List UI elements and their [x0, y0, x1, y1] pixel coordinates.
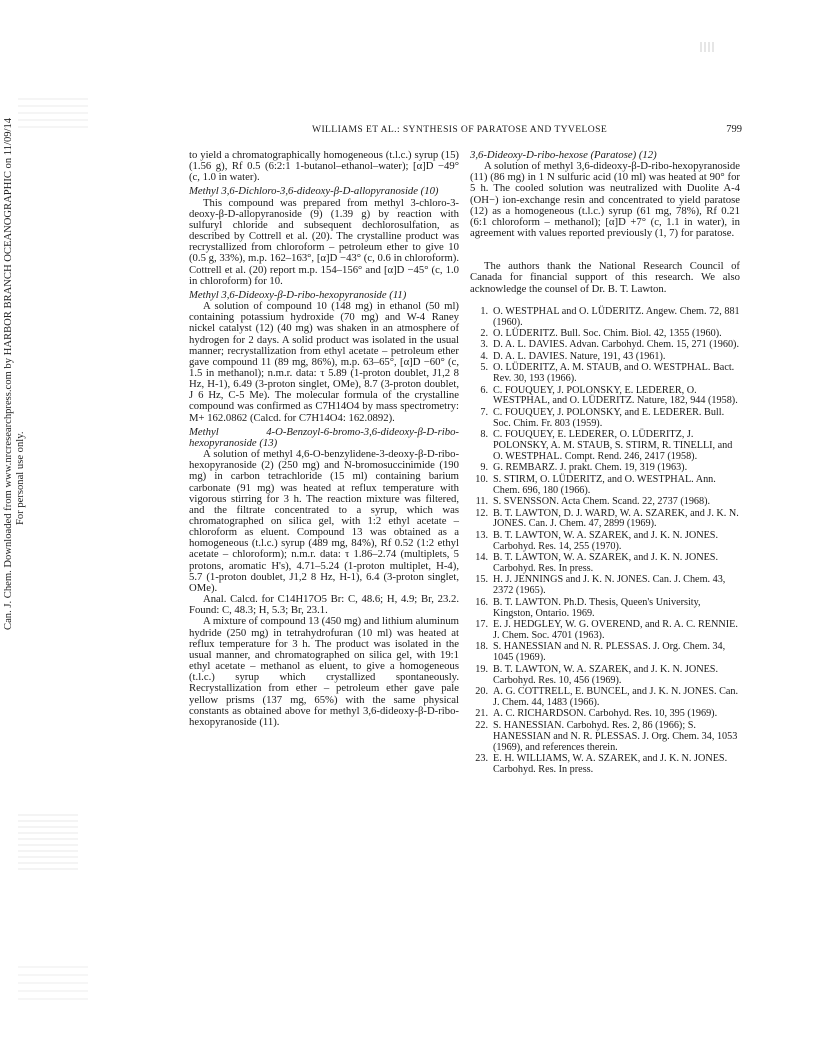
reference-number: 8.: [480, 429, 488, 441]
reference-text: O. LÜDERITZ. Bull. Soc. Chim. Biol. 42, 1355 (1960).: [493, 328, 722, 340]
reference-item: [470, 363, 740, 385]
section-heading: Methyl 3,6-Dichloro-3,6-dideoxy-β-D-allopyranoside (10): [189, 185, 439, 198]
reference-text: B. T. LAWTON, D. J. WARD, W. A. SZAREK, and J. K. N. JONES. Can. J. Chem. 47, 2899 (1969).: [493, 507, 739, 530]
reference-item: [470, 721, 740, 754]
reference-number: 3.: [480, 339, 488, 351]
reference-item: [470, 575, 740, 597]
paragraph: A mixture of compound 13 (450 mg) and lithium aluminum hydride (250 mg) in tetrahydrofuran (10 ml) was heated at reflux temperature for 3 h. The product was isolated in the usual manner, and chromatographed on silica gel, with 19:1 ethyl acetate – methanol as eluent, to give a homogeneous (t.l.c.) syrup which crystallized spontaneously. Recrystallization from ether – petroleum ether gave pale yellow prisms (137 mg, 65%) with the same physical constants as obtained above for methyl 3,6-dideoxy-β-D-ribo-hexopyranoside (11).: [189, 615, 459, 728]
reference-item: [470, 642, 740, 664]
reference-text: B. T. LAWTON, W. A. SZAREK, and J. K. N. JONES. Carbohyd. Res. In press.: [493, 552, 719, 575]
reference-number: 1.: [480, 305, 488, 317]
reference-text: S. HANESSIAN and N. R. PLESSAS. J. Org. Chem. 34, 1045 (1969).: [493, 641, 726, 664]
running-title: WILLIAMS ET AL.: SYNTHESIS OF PARATOSE AND TYVELOSE: [312, 124, 608, 135]
reference-item: [470, 463, 740, 474]
reference-item: [470, 497, 740, 508]
reference-item: [470, 709, 740, 720]
reference-item: [470, 329, 740, 340]
reference-number: 4.: [480, 350, 488, 362]
reference-number: 15.: [475, 574, 488, 586]
reference-item: [470, 509, 740, 531]
reference-text: D. A. L. DAVIES. Nature, 191, 43 (1961).: [493, 350, 666, 362]
left-column: [189, 150, 459, 728]
reference-item: [470, 754, 740, 776]
watermark-line-2: For personal use only.: [15, 431, 26, 525]
reference-number: 16.: [475, 596, 488, 608]
paragraph: to yield a chromatographically homogeneous (t.l.c.) syrup (15) (1.56 g), Rf 0.5 (6:2:1 1-butanol–ethanol–water); [α]D −49° (c, 1.0 in water).: [189, 149, 459, 184]
reference-number: 6.: [480, 384, 488, 396]
reference-number: 9.: [480, 462, 488, 474]
reference-text: A. G. COTTRELL, E. BUNCEL, and J. K. N. JONES. Can. J. Chem. 44, 1483 (1966).: [493, 686, 739, 708]
reference-number: 21.: [475, 708, 488, 720]
reference-text: E. J. HEDGLEY, W. G. OVEREND, and R. A. C. RENNIE. J. Chem. Soc. 4701 (1963).: [493, 619, 738, 641]
reference-item: [470, 531, 740, 553]
reference-text: G. REMBARZ. J. prakt. Chem. 19, 319 (1963).: [493, 462, 688, 474]
reference-list: [470, 307, 740, 776]
reference-text: D. A. L. DAVIES. Advan. Carbohyd. Chem. 15, 271 (1960).: [493, 339, 739, 351]
reference-text: S. STIRM, O. LÜDERITZ, and O. WESTPHAL. Ann. Chem. 696, 180 (1966).: [493, 473, 716, 496]
reference-number: 12.: [475, 507, 488, 519]
reference-item: [470, 430, 740, 463]
paragraph: This compound was prepared from methyl 3-chloro-3-deoxy-β-D-allopyranoside (9) (1.39 g) by reaction with sulfuryl chloride and subsequent dechlorosulfation, as described by Cottrell et al. (20). The crystalline product was recrystallized from chloroform – petroleum ether to give 10 (0.5 g, 33%), m.p. 162–163°, [α]D −43° (c, 0.6 in chloroform). Cottrell et al. (20) report m.p. 154–156° and [α]D −45° (c, 1.0 in chloroform) for 10.: [189, 196, 459, 287]
reference-number: 19.: [475, 663, 488, 675]
reference-item: [470, 307, 740, 329]
reference-text: C. FOUQUEY, E. LEDERER, O. LÜDERITZ, J. POLONSKY, A. M. STAUB, S. STIRM, R. TINELLI, and O. WESTPHAL. Compt. Rend. 246, 2417 (1958).: [493, 429, 733, 462]
right-column: [470, 150, 740, 776]
section-heading: 3,6-Dideoxy-D-ribo-hexose (Paratose) (12): [470, 149, 657, 161]
reference-text: E. H. WILLIAMS, W. A. SZAREK, and J. K. N. JONES. Carbohyd. Res. In press.: [493, 752, 728, 775]
scan-artifact: [700, 42, 716, 52]
reference-number: 20.: [475, 686, 488, 698]
reference-text: S. SVENSSON. Acta Chem. Scand. 22, 2737 (1968).: [493, 496, 711, 508]
reference-item: [470, 386, 740, 408]
reference-number: 22.: [475, 719, 488, 731]
reference-item: [470, 408, 740, 430]
reference-item: [470, 665, 740, 687]
running-header: [190, 124, 742, 138]
analysis-paragraph: Anal. Calcd. for C14H17O5 Br: C, 48.6; H, 4.9; Br, 23.2. Found: C, 48.3; H, 5.3; Br, 23.1.: [189, 593, 459, 617]
paragraph: A solution of methyl 3,6-dideoxy-β-D-ribo-hexopyranoside (11) (86 mg) in 1 N sulfuric acid (10 ml) was heated at 90° for 5 h. The cooled solution was neutralized with Duolite A-4 (OH−) ion-exchange resin and concentrated to yield paratose (12) as a homogeneous (t.l.c.) syrup (61 mg, 78%), Rf 0.21 (6:1 chloroform – methanol); [α]D +7° (c, 1.1 in water), in agreement with values reported previously (1, 7) for paratose.: [470, 160, 740, 240]
reference-text: C. FOUQUEY, J. POLONSKY, and E. LEDERER. Bull. Soc. Chim. Fr. 803 (1959).: [493, 406, 725, 429]
reference-item: [470, 687, 740, 709]
download-watermark: [3, 117, 35, 630]
reference-text: B. T. LAWTON, W. A. SZAREK, and J. K. N. JONES. Carbohyd. Res. 14, 255 (1970).: [493, 529, 719, 552]
page-number: 799: [726, 124, 742, 135]
reference-number: 14.: [475, 552, 488, 564]
reference-number: 7.: [480, 406, 488, 418]
reference-text: S. HANESSIAN. Carbohyd. Res. 2, 86 (1966); S. HANESSIAN and N. R. PLESSAS. J. Org. Chem. 34, 1053 (1969), and references therein.: [493, 719, 738, 753]
reference-text: O. WESTPHAL and O. LÜDERITZ. Angew. Chem. 72, 881 (1960).: [493, 305, 740, 328]
scan-artifact: [18, 810, 78, 870]
section-heading: Methyl 3,6-Dideoxy-β-D-ribo-hexopyranoside (11): [189, 288, 407, 301]
reference-item: [470, 620, 740, 642]
acknowledgements: The authors thank the National Research Council of Canada for financial support of this research. We also acknowledge the counsel of Dr. B. T. Lawton.: [470, 260, 740, 295]
reference-text: A. C. RICHARDSON. Carbohyd. Res. 10, 395 (1969).: [493, 708, 718, 720]
reference-number: 5.: [480, 362, 488, 374]
watermark-line-1: Can. J. Chem. Downloaded from www.nrcresearchpress.com by HARBOR BRANCH OCEANOGRAPHIC on 11/09/14: [3, 117, 14, 630]
reference-item: [470, 553, 740, 575]
scan-artifact: [18, 960, 88, 1000]
reference-number: 2.: [480, 328, 488, 340]
reference-item: [470, 340, 740, 351]
reference-text: C. FOUQUEY, J. POLONSKY, E. LEDERER, O. WESTPHAL, and O. LÜDERITZ. Nature, 182, 944 (1958).: [493, 384, 738, 407]
scan-artifact: [18, 98, 88, 128]
reference-text: B. T. LAWTON, W. A. SZAREK, and J. K. N. JONES. Carbohyd. Res. 10, 456 (1969).: [493, 663, 719, 686]
reference-item: [470, 475, 740, 497]
reference-item: [470, 598, 740, 620]
reference-number: 13.: [475, 529, 488, 541]
reference-text: H. J. JENNINGS and J. K. N. JONES. Can. J. Chem. 43, 2372 (1965).: [493, 574, 726, 597]
reference-number: 23.: [475, 752, 488, 764]
section-heading: Methyl 4-O-Benzoyl-6-bromo-3,6-dideoxy-β-D-ribo-hexopyranoside (13): [189, 425, 459, 449]
reference-text: B. T. LAWTON. Ph.D. Thesis, Queen's University, Kingston, Ontario. 1969.: [493, 596, 701, 619]
reference-text: O. LÜDERITZ, A. M. STAUB, and O. WESTPHAL. Bact. Rev. 30, 193 (1966).: [493, 362, 735, 385]
reference-number: 10.: [475, 473, 488, 485]
reference-number: 18.: [475, 641, 488, 653]
reference-number: 17.: [475, 619, 488, 631]
paragraph: A solution of compound 10 (148 mg) in ethanol (50 ml) containing potassium hydroxide (70 mg) and W-4 Raney nickel catalyst (12) (40 mg) was shaken in an atmosphere of hydrogen for 2 days. A solid product was isolated in the usual manner; recrystallization from ethyl acetate – petroleum ether gave compound 11 (89 mg, 86%), m.p. 63–65°, [α]D −60° (c, 1.5 in methanol); n.m.r. data: τ 5.89 (1-proton doublet, J1,2 8 Hz, H-1), 6.49 (3-proton singlet, OMe), 8.7 (3-proton doublet, J 6 Hz, C-5 Me). The molecular formula of the crystalline compound was confirmed as C7H14O4 by mass spectrometry: M+ 162.0862 (Calcd. for C7H14O4: 162.0892).: [189, 300, 459, 424]
paragraph: A solution of methyl 4,6-O-benzylidene-3-deoxy-β-D-ribo-hexopyranoside (2) (250 mg) and N-bromosuccinimide (190 mg) in carbon tetrachloride (15 ml) containing barium carbonate (91 mg) was heated at reflux temperature with vigorous stirring for 3 h. The reaction mixture was filtered, and the filtrate concentrated to a syrup, which was chromatographed on silica gel, with 1:2 ethyl acetate – chloroform as eluent. Compound 13 was obtained as a homogeneous (t.l.c.) syrup (489 mg, 84%), Rf 0.52 (1:2 ethyl acetate – chloroform); n.m.r. data: τ 1.86–2.74 (multiplets, 5 protons, aromatic H's), 4.71–5.24 (1-proton multiplet, H-4), 5.7 (1-proton doublet, J1,2 8 Hz, H-1), 6.4 (3-proton singlet, OMe).: [189, 448, 459, 594]
reference-number: 11.: [475, 496, 488, 508]
